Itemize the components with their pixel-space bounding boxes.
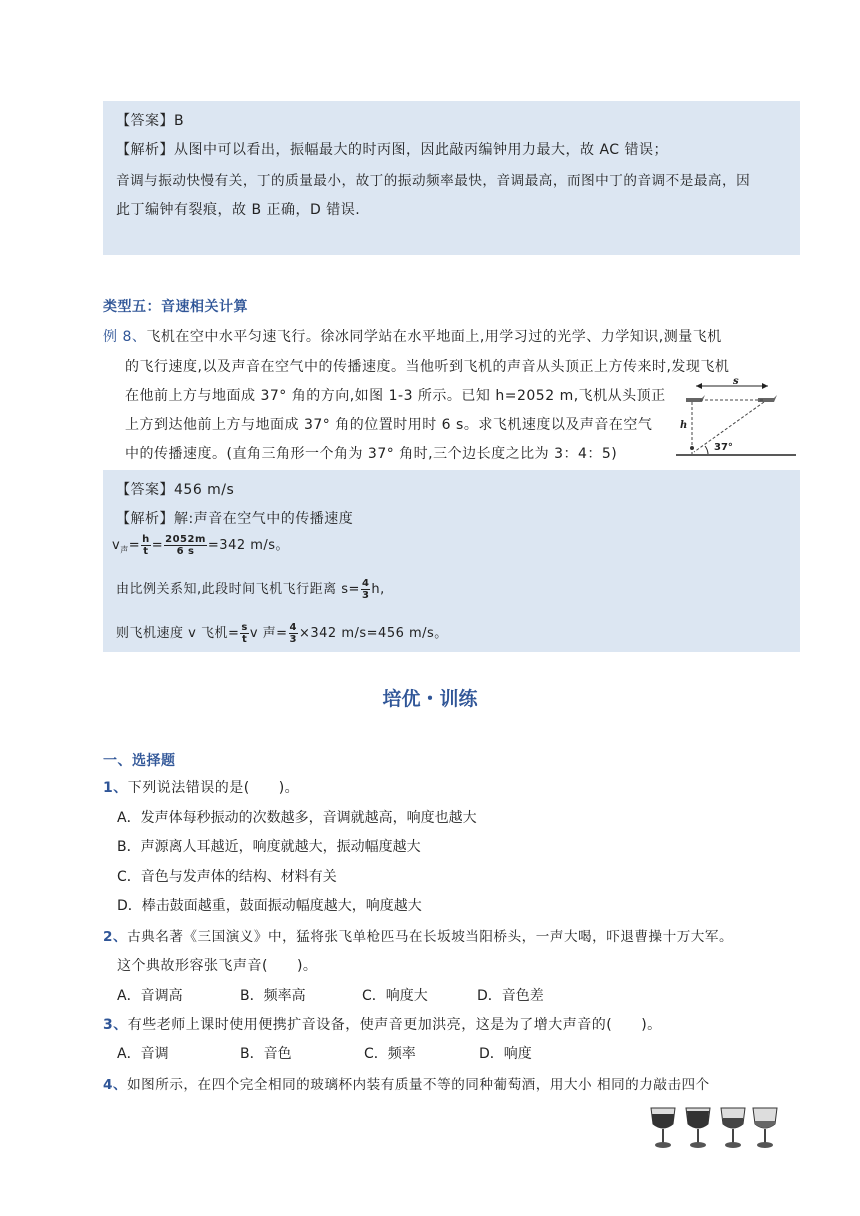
eq3-mid: v 声= — [249, 626, 288, 641]
example8-line-2: 的飞行速度,以及声音在空气中的传播速度。当他听到飞机的声音从头顶正上方传来时,发现飞机 — [125, 359, 730, 375]
wine-glass-icon-1 — [651, 1108, 675, 1148]
section1-heading: 一、选择题 — [103, 753, 176, 769]
q2-option-a: A．音调高 — [117, 988, 183, 1004]
s-arrow-left — [696, 383, 702, 389]
analysis-label: 【解析】 — [116, 142, 174, 158]
example-text-1: 飞机在空中水平匀速飞行。徐冰同学站在水平地面上,用学习过的光学、力学知识,测量飞机 — [146, 329, 722, 345]
s-arrow-right — [762, 383, 768, 389]
training-title: 培优・训练 — [382, 688, 478, 710]
q1-option-a: A．发声体每秒振动的次数越多，音调就越高，响度也越大 — [117, 810, 477, 826]
q1-num: 1、 — [103, 780, 128, 796]
analysis-line-1 — [116, 139, 668, 159]
q3-option-a: A．音调 — [117, 1046, 169, 1062]
eq1-sub: 声 — [120, 545, 129, 555]
q1-stem — [103, 777, 299, 797]
example8-line-3: 在他前上方与地面成 37° 角的方向,如图 1-3 所示。已知 h=2052 m,飞机从头顶正 — [125, 388, 666, 404]
analysis-text: 解:声音在空气中的传播速度 — [174, 511, 354, 527]
q3-stem — [103, 1014, 662, 1034]
q2-option-c: C．响度大 — [362, 988, 428, 1004]
angle-label: 37° — [714, 442, 733, 453]
eq1-frac-2: $\frac{2052m}{6 s}$ — [165, 534, 206, 557]
wine-glass-icon-2 — [686, 1108, 710, 1148]
eq1-v: v — [112, 538, 121, 553]
q1-option-c: C．音色与发声体的结构、材料有关 — [117, 869, 337, 885]
q3-num: 3、 — [103, 1017, 128, 1033]
equation-3 — [116, 622, 448, 652]
eq2-frac: $\frac{4}{3}$ — [361, 578, 370, 601]
q3-text: 有些老师上课时使用便携扩音设备，使声音更加洪亮，这是为了增大声音的( )。 — [127, 1017, 662, 1033]
wine-glass-icon-3 — [721, 1108, 745, 1148]
answer2-line — [116, 479, 234, 499]
analysis-line-2: 音调与振动快慢有关，丁的质量最小，故丁的振动频率最快，音调最高，而图中丁的音调不是最高，因 — [116, 173, 751, 189]
eq3-result: ×342 m/s=456 m/s。 — [299, 626, 448, 641]
person-icon — [690, 446, 694, 450]
angle-arc — [705, 446, 708, 454]
q2-stem-1 — [103, 925, 733, 945]
wine-glass-icon-4 — [753, 1108, 777, 1148]
example8-line-1 — [103, 326, 722, 346]
analysis-label: 【解析】 — [116, 511, 174, 527]
answer-line — [116, 110, 184, 130]
q4-stem — [103, 1073, 710, 1093]
answer-value: 456 m/s — [174, 482, 235, 498]
q1-option-d: D．棒击鼓面越重，鼓面振动幅度越大，响度越大 — [117, 898, 422, 914]
q2-num: 2、 — [103, 929, 128, 945]
eq3-frac-2: $\frac{4}{3}$ — [289, 622, 297, 645]
example8-line-5: 中的传播速度。(直角三角形一个角为 37° 角时,三个边长度之比为 3：4：5) — [125, 446, 618, 462]
eq2-text: 由比例关系知,此段时间飞机飞行距离 s= — [116, 582, 360, 597]
q3-option-c: C．频率 — [364, 1046, 416, 1062]
analysis2-line — [116, 508, 353, 528]
example-label: 例 8、 — [103, 329, 147, 345]
q2-text-1: 古典名著《三国演义》中，猛将张飞单枪匹马在长坂坡当阳桥头，一声大喝，吓退曹操十万大军。 — [127, 929, 734, 945]
q2-stem-2: 这个典故形容张飞声音( )。 — [117, 958, 318, 974]
airplane-figure — [676, 376, 798, 460]
eq3-frac-1: $\frac{s}{t}$ — [241, 622, 248, 645]
h-label: h — [680, 420, 688, 431]
q1-text: 下列说法错误的是( )。 — [127, 780, 300, 796]
q3-option-b: B．音色 — [240, 1046, 292, 1062]
s-label: s — [733, 376, 739, 387]
eq1-result: =342 m/s。 — [207, 538, 290, 553]
answer-label: 【答案】 — [116, 482, 174, 498]
wine-glasses-figure — [648, 1106, 780, 1150]
q2-option-b: B．频率高 — [240, 988, 306, 1004]
q1-option-b: B．声源离人耳越近，响度就越大，振动幅度越大 — [117, 839, 421, 855]
equation-2 — [116, 578, 385, 601]
q4-text: 如图所示，在四个完全相同的玻璃杯内装有质量不等的同种葡萄酒，用大小 相同的力敲击四个 — [127, 1077, 710, 1093]
analysis-line-3: 此丁编钟有裂痕，故 B 正确，D 错误. — [116, 202, 361, 218]
eq3-text: 则飞机速度 v 飞机= — [116, 626, 240, 641]
example8-line-4: 上方到达他前上方与地面成 37° 角的位置时用时 6 s。求飞机速度以及声音在空气 — [125, 417, 653, 433]
analysis-text-1: 从图中可以看出，振幅最大的时丙图，因此敲丙编钟用力最大，故 AC 错误； — [174, 142, 669, 158]
q4-num: 4、 — [103, 1077, 128, 1093]
q3-option-d: D．响度 — [479, 1046, 532, 1062]
plane-right-icon — [758, 395, 777, 402]
eq2-suffix: h, — [371, 582, 385, 597]
type5-heading: 类型五：音速相关计算 — [103, 299, 248, 315]
eq1-frac-1: $\frac{h}{t}$ — [142, 534, 150, 557]
plane-left-icon — [686, 395, 705, 402]
equation-1: $v_声=$ $\frac{h}{t}$ = $\frac{2052m}{6 s}$ =342 m/s。 — [112, 534, 290, 557]
answer-value: B — [174, 113, 185, 129]
q2-option-d: D．音色差 — [477, 988, 544, 1004]
answer-label: 【答案】 — [116, 113, 174, 129]
